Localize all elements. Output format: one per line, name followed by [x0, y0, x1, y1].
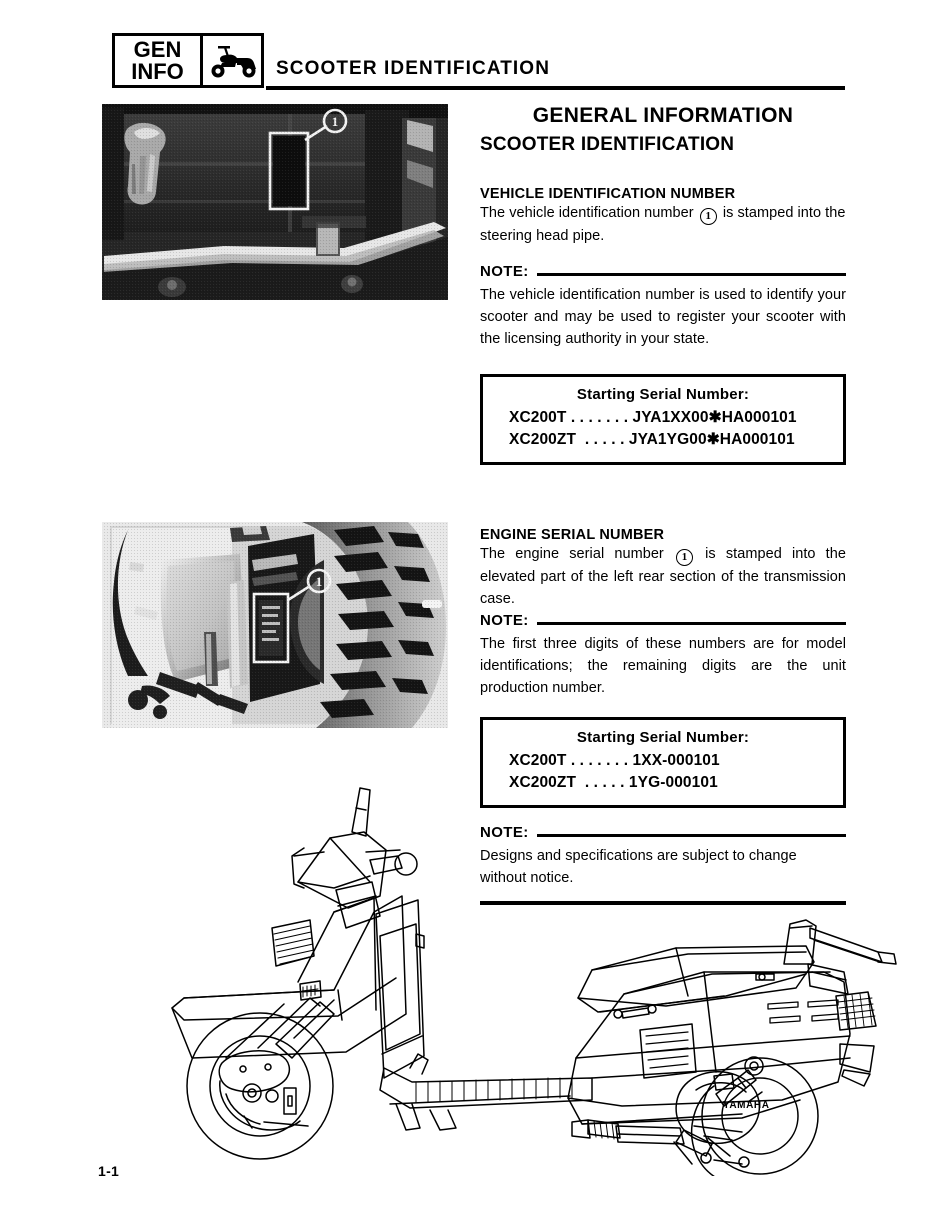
content-column — [480, 0, 846, 905]
vin-section-heading: VEHICLE IDENTIFICATION NUMBER — [480, 186, 736, 202]
page-number: 1-1 — [98, 1163, 120, 1179]
engine-body-part-2: is stamped into the elevated part of the left rear section of the transmission case. — [480, 546, 846, 608]
note-label: NOTE: — [480, 263, 529, 281]
disclaimer-note-body: Designs and specifications are subject to change without notice. — [480, 848, 797, 887]
note-rule — [537, 273, 846, 276]
engine-section-heading: ENGINE SERIAL NUMBER — [480, 527, 665, 544]
serial-row: XC200ZT . . . . . 1YG-000101 — [509, 774, 718, 792]
page-header-title: SCOOTER IDENTIFICATION — [276, 58, 551, 79]
vin-location-photo — [102, 104, 448, 300]
scooter-side-view-drawing — [148, 786, 908, 1176]
engine-note-header — [480, 612, 846, 629]
document-subtitle: SCOOTER IDENTIFICATION — [480, 134, 735, 155]
engine-note-body: The first three digits of these numbers are for model identifications; the remaining digits are the unit production number. — [480, 636, 846, 697]
engine-serial-location-photo — [102, 522, 448, 728]
serial-box-title: Starting Serial Number: — [576, 729, 750, 747]
serial-row: XC200ZT . . . . . JYA1YG00✱HA000101 — [509, 431, 795, 449]
engine-brand-label: YAMAHA — [723, 1100, 770, 1111]
serial-row: XC200T . . . . . . . 1XX-000101 — [509, 752, 720, 770]
document-title: GENERAL INFORMATION — [532, 104, 794, 127]
serial-box-title: Starting Serial Number: — [576, 386, 750, 404]
serial-row: XC200T . . . . . . . JYA1XX00✱HA000101 — [509, 409, 797, 427]
callout-marker-1: 1 — [676, 549, 693, 566]
vin-note-header — [480, 263, 846, 280]
section-tab-label — [115, 36, 203, 85]
scooter-icon — [203, 36, 261, 85]
vin-body-part-1: The vehicle identification number — [480, 205, 694, 221]
section-tab-line-1: GEN — [133, 36, 182, 62]
vin-note-body: The vehicle identification number is used to identify your scooter and may be used to register your scooter with the licensing authority in your state. — [480, 287, 846, 348]
engine-body-part-1: The engine serial number — [480, 546, 664, 563]
engine-section-body — [480, 543, 846, 610]
vin-section-body — [480, 202, 846, 247]
note-label: NOTE: — [480, 824, 529, 842]
section-tab-gen-info — [112, 33, 264, 88]
section-tab-line-2: INFO — [131, 58, 184, 84]
callout-marker-1: 1 — [700, 208, 717, 225]
note-rule — [537, 622, 846, 625]
vin-body-part-2: is stamped into the steering head pipe. — [480, 205, 846, 244]
note-label: NOTE: — [480, 612, 529, 630]
vin-serial-number-box — [480, 374, 846, 465]
